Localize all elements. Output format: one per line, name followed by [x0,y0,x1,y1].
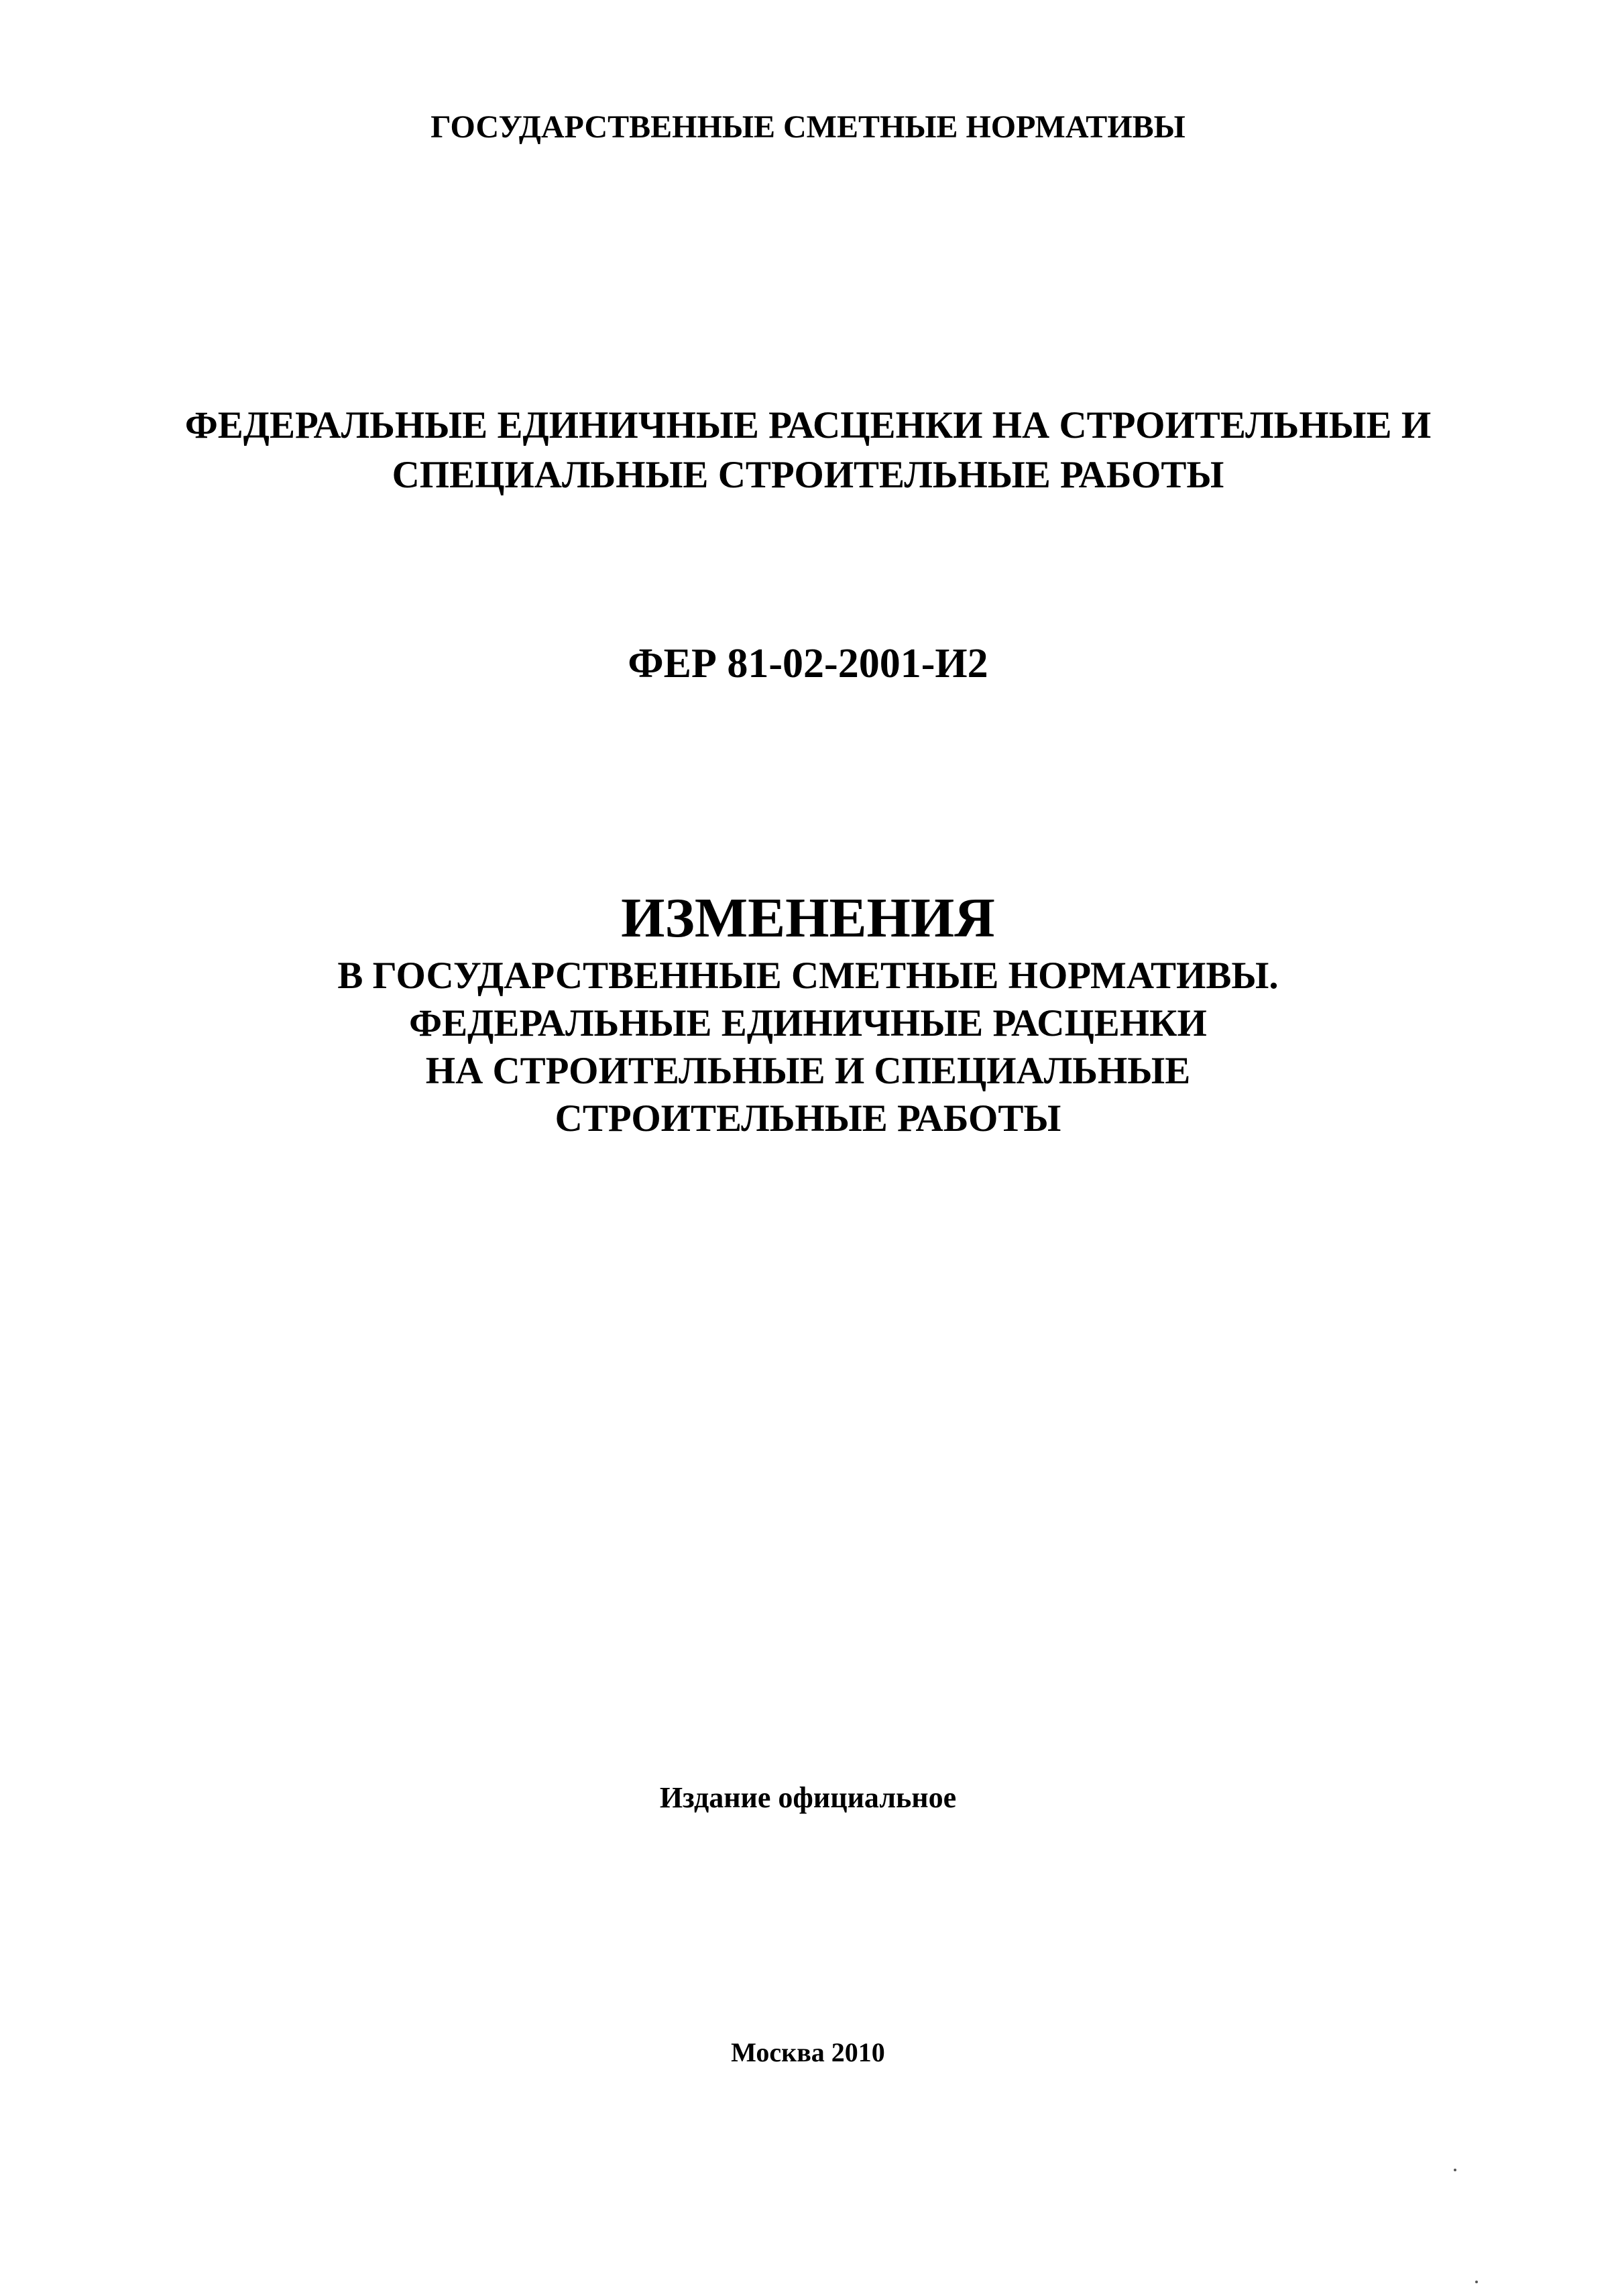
series-header: ГОСУДАРСТВЕННЫЕ СМЕТНЫЕ НОРМАТИВЫ [430,109,1186,145]
document-title-line-1: ФЕДЕРАЛЬНЫЕ ЕДИНИЧНЫЕ РАСЦЕНКИ НА СТРОИТЕЛЬНЫЕ И [184,404,1432,446]
scan-speck [1454,2169,1456,2171]
scan-speck [1475,2281,1478,2283]
changes-subtitle-line-2: ФЕДЕРАЛЬНЫЕ ЕДИНИЧНЫЕ РАСЦЕНКИ [409,1002,1207,1044]
document-title [0,401,1616,500]
changes-subtitle [0,952,1616,1142]
edition-label: Издание официальное [659,1781,957,1814]
document-title-line-2: СПЕЦИАЛЬНЫЕ СТРОИТЕЛЬНЫЕ РАБОТЫ [392,454,1224,496]
changes-subtitle-line-4: СТРОИТЕЛЬНЫЕ РАБОТЫ [555,1097,1061,1140]
changes-subtitle-line-3: НА СТРОИТЕЛЬНЫЕ И СПЕЦИАЛЬНЫЕ [425,1050,1191,1092]
changes-subtitle-line-1: В ГОСУДАРСТВЕННЫЕ СМЕТНЫЕ НОРМАТИВЫ. [337,955,1279,997]
document-code: ФЕР 81-02-2001-И2 [628,641,988,686]
imprint-city-year: Москва 2010 [731,2037,885,2067]
changes-heading: ИЗМЕНЕНИЯ [621,887,995,949]
